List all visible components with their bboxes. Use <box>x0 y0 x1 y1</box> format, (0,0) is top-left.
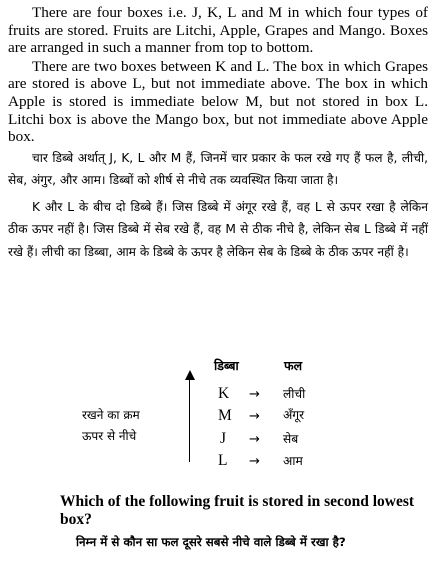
row-fruit: अँगूर <box>283 408 305 422</box>
row-box: K <box>218 385 230 402</box>
arrow-right-icon: → <box>249 454 260 469</box>
passage-en-paragraph-1: There are four boxes i.e. J, K, L and M in which four types of fruits are stored. Fruits are Litchi, Apple, Grapes and Mango. Boxes are arranged in such a manner from top to bottom. <box>8 4 428 57</box>
order-line <box>189 378 190 462</box>
passage-hi-paragraph-2: K और L के बीच दो डिब्बे हैं। जिस डिब्बे में अंगूर रखे हैं, वह L से ऊपर रखा है लेकिन ठीक ऊपर नहीं है। जिस डिब्बे में सेब रखे हैं, वह M से ठीक नीचे है, लेकिन सेब L डिब्बे में नहीं रखे हैं। लीची का डिब्बा, आम के डिब्बे के ऊपर है लेकिन सेब के डिब्बे के ठीक ऊपर नहीं है। <box>8 199 428 259</box>
arrow-right-icon: → <box>249 432 260 447</box>
order-label <box>82 405 140 447</box>
question-en: Which of the following fruit is stored in second lowest box? <box>60 493 415 528</box>
arrow-right-icon: → <box>249 387 260 402</box>
arrow-right-icon: → <box>249 409 260 424</box>
row-fruit: सेब <box>283 432 299 446</box>
header-fruit: फल <box>284 358 303 373</box>
row-fruit: लीची <box>283 387 306 401</box>
row-box: J <box>220 430 227 447</box>
order-label-line1: रखने का क्रम <box>82 408 140 422</box>
header-box: डिब्बा <box>214 358 239 373</box>
passage-hi-paragraph-1: चार डिब्बे अर्थात् J, K, L और M हैं, जिनमें चार प्रकार के फल रखे गए हैं फल है, लीची, सेब, अंगुर, और आम। डिब्बों को शीर्ष से नीचे तक व्यवस्थित किया जाता है। <box>8 150 428 188</box>
order-label-line2: ऊपर से नीचे <box>82 429 137 443</box>
question-hi: निम्न में से कौन सा फल दूसरे सबसे नीचे वाले डिब्बे में रखा है? <box>76 535 346 549</box>
passage-en-paragraph-2: There are two boxes between K and L. The box in which Grapes are stored is above L, but not immediate above. The box in which Apple is stored is immediate below M, but not stored in box L. Litchi box is above the Mango box, but not immediate above Apple box. <box>8 57 428 146</box>
row-fruit: आम <box>283 454 303 468</box>
row-box: M <box>218 407 232 424</box>
row-box: L <box>218 452 228 469</box>
